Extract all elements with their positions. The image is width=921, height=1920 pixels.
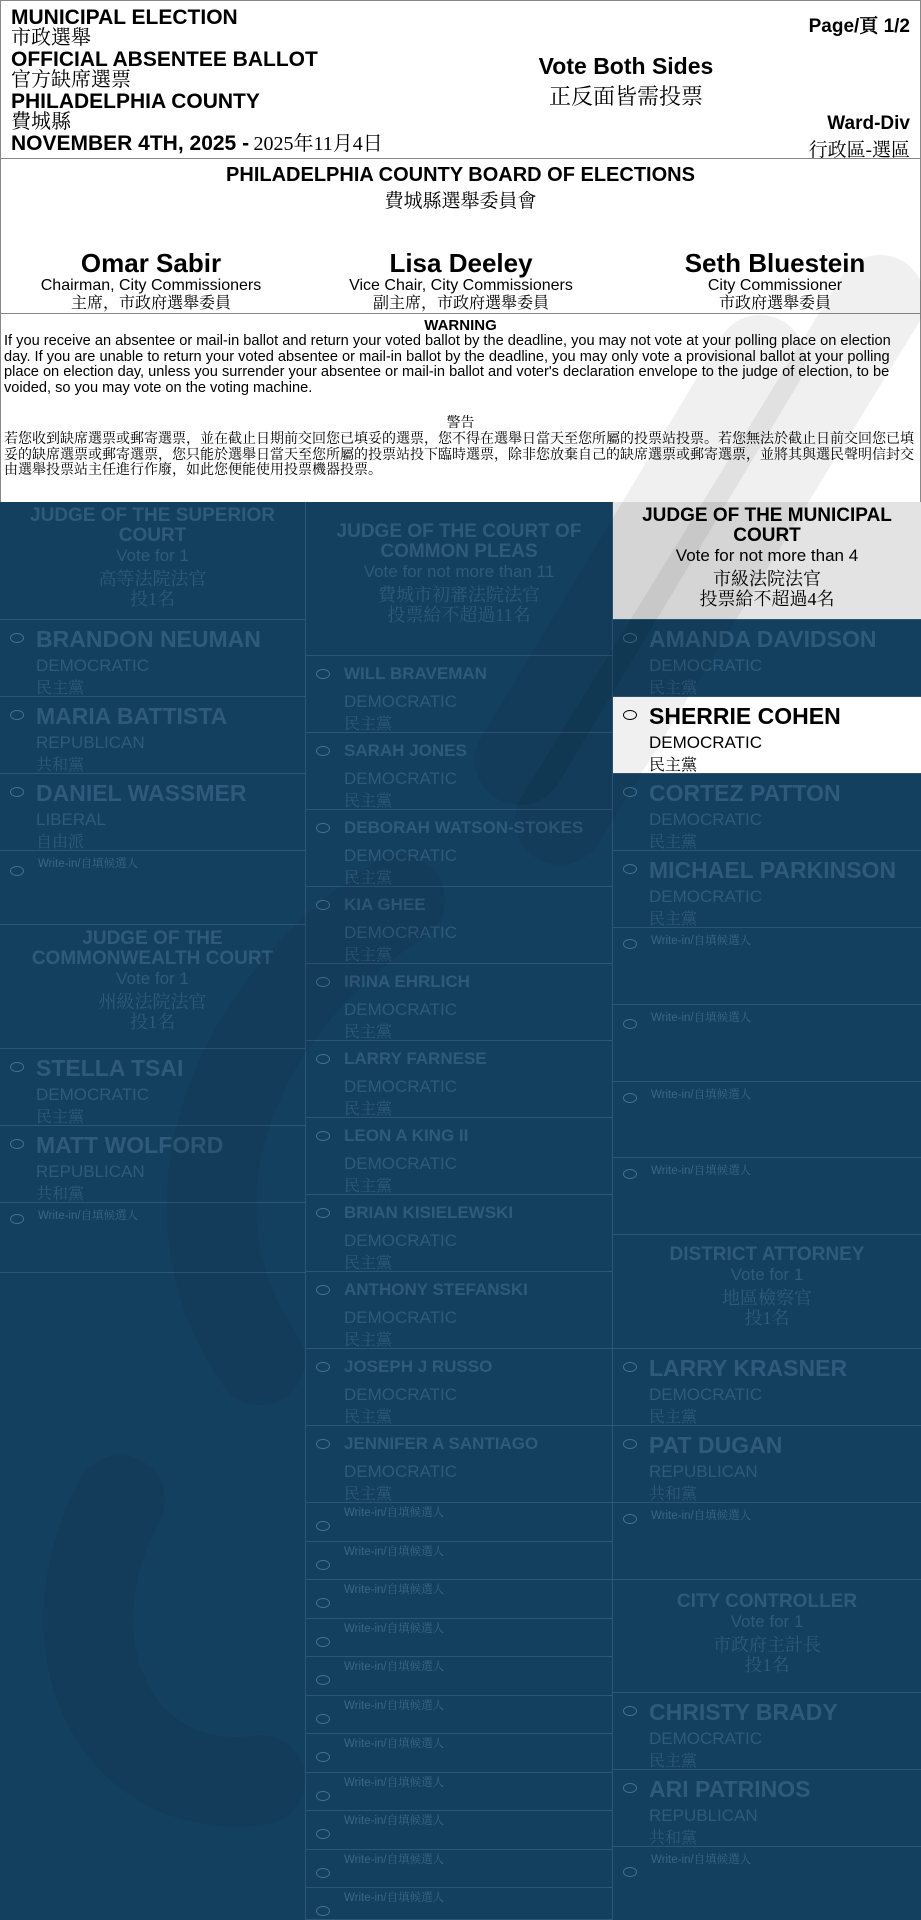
- candidate-name: ANTHONY STEFANSKI: [344, 1280, 528, 1299]
- candidate-party: DEMOCRATIC: [344, 1000, 458, 1019]
- candidate-party: REPUBLICAN: [36, 733, 145, 752]
- candidate-party: DEMOCRATIC: [344, 1462, 458, 1481]
- vote-oval[interactable]: [623, 939, 637, 949]
- candidate-party: REPUBLICAN: [649, 1462, 758, 1481]
- vote-oval[interactable]: [316, 1868, 330, 1878]
- write-in-row[interactable]: [0, 1203, 305, 1273]
- candidate-row[interactable]: [306, 887, 612, 964]
- contest-title: JUDGE OF THE COMMONWEALTH COURT: [31, 928, 274, 969]
- candidate-party-zh: 民主黨: [649, 1753, 698, 1770]
- write-in-row[interactable]: [613, 1082, 921, 1158]
- contest-title: CITY CONTROLLER: [676, 1591, 858, 1612]
- candidate-party-zh: 民主黨: [344, 1486, 393, 1503]
- candidate-party: DEMOCRATIC: [344, 846, 458, 865]
- contest-title-zh: 高等法院法官: [98, 569, 207, 589]
- commissioner-role-zh: 市政府選舉委員: [718, 295, 831, 312]
- write-in-row[interactable]: [613, 1503, 921, 1580]
- candidate-row[interactable]: [306, 964, 612, 1041]
- candidate-party: DEMOCRATIC: [649, 810, 763, 829]
- vote-oval[interactable]: [316, 1637, 330, 1647]
- write-in-row[interactable]: [306, 1773, 612, 1812]
- contest-header-municipal-court: [613, 502, 921, 620]
- vote-oval[interactable]: [316, 1439, 330, 1449]
- vote-oval[interactable]: [623, 864, 637, 874]
- contest-vote-zh: 投1名: [744, 1655, 790, 1675]
- candidate-party: DEMOCRATIC: [649, 887, 763, 906]
- vote-oval[interactable]: [623, 1362, 637, 1372]
- candidate-row[interactable]: [306, 1041, 612, 1118]
- candidate-party-zh: 共和黨: [649, 1830, 698, 1847]
- contest-title: JUDGE OF THE MUNICIPAL COURT: [642, 505, 892, 546]
- election-date-zh: 2025年11月4日: [253, 133, 383, 155]
- vote-oval[interactable]: [316, 1054, 330, 1064]
- vote-oval[interactable]: [316, 746, 330, 756]
- write-in-row[interactable]: [306, 1888, 612, 1920]
- vote-oval[interactable]: [316, 823, 330, 833]
- election-title: MUNICIPAL ELECTION: [11, 6, 238, 29]
- contest-title: JUDGE OF THE SUPERIOR COURT: [30, 505, 275, 546]
- write-in-row[interactable]: [306, 1657, 612, 1696]
- candidate-party-zh: 民主黨: [344, 1024, 393, 1041]
- ballot-type: OFFICIAL ABSENTEE BALLOT: [11, 48, 318, 71]
- contest-header-city-controller: [613, 1580, 921, 1693]
- ward-division-zh: 行政區-選區: [808, 140, 910, 161]
- election-info: [11, 7, 383, 156]
- vote-oval[interactable]: [316, 1675, 330, 1685]
- candidate-party: DEMOCRATIC: [649, 1385, 763, 1404]
- vote-oval[interactable]: [623, 1783, 637, 1793]
- vote-oval[interactable]: [623, 1169, 637, 1179]
- write-in-label: Write-in/自填候選人: [651, 1012, 752, 1024]
- vote-oval[interactable]: [316, 1208, 330, 1218]
- vote-oval[interactable]: [316, 900, 330, 910]
- contest-vote-zh: 投票給不超過11名: [387, 605, 531, 625]
- candidate-party-zh: 民主黨: [344, 1101, 393, 1118]
- candidate-party-zh: 民主黨: [344, 1178, 393, 1195]
- commissioner: [311, 249, 611, 313]
- candidate-name: MATT WOLFORD: [36, 1132, 224, 1158]
- vote-oval[interactable]: [10, 1214, 24, 1224]
- candidate-party: REPUBLICAN: [649, 1806, 758, 1825]
- write-in-row[interactable]: [613, 928, 921, 1005]
- vote-oval[interactable]: [623, 1514, 637, 1524]
- candidate-party-zh: 民主黨: [344, 870, 393, 887]
- vote-oval[interactable]: [10, 866, 24, 876]
- warning-title-zh: 警告: [446, 416, 475, 431]
- write-in-label: Write-in/自填候選人: [344, 1584, 445, 1596]
- commissioner-name: Seth Bluestein: [684, 248, 866, 278]
- vote-both-sides-zh: 正反面皆需投票: [548, 84, 703, 109]
- page-number: Page/頁 1/2: [808, 16, 910, 37]
- write-in-label: Write-in/自填候選人: [344, 1853, 445, 1866]
- candidate-name: PAT DUGAN: [649, 1432, 783, 1458]
- candidate-row[interactable]: [306, 656, 612, 733]
- contest-title-zh: 費城市初審法院法官: [378, 585, 540, 605]
- candidate-party: DEMOCRATIC: [344, 1077, 458, 1096]
- vote-oval[interactable]: [10, 787, 24, 797]
- contest-vote-zh: 投1名: [744, 1308, 790, 1328]
- candidate-name: MARIA BATTISTA: [36, 703, 228, 729]
- candidate-party-zh: 共和黨: [649, 1486, 698, 1503]
- candidate-party-zh: 民主黨: [649, 834, 698, 851]
- candidate-party: DEMOCRATIC: [344, 1154, 458, 1173]
- vote-oval[interactable]: [10, 633, 24, 643]
- vote-oval[interactable]: [316, 1752, 330, 1762]
- candidate-name: STELLA TSAI: [36, 1055, 184, 1081]
- vote-oval[interactable]: [623, 633, 637, 643]
- candidate-name: BRANDON NEUMAN: [36, 626, 261, 652]
- vote-oval[interactable]: [316, 1714, 330, 1724]
- candidate-row[interactable]: [306, 733, 612, 810]
- write-in-row[interactable]: [613, 1005, 921, 1082]
- write-in-row[interactable]: [306, 1503, 612, 1542]
- candidate-party-zh: 民主黨: [36, 1109, 85, 1126]
- contest-vote-zh: 投1名: [130, 589, 175, 609]
- contest-vote-for: Vote for 1: [730, 1612, 804, 1631]
- candidate-party-zh: 共和黨: [36, 1186, 85, 1203]
- commissioner-role-zh: 主席，市政府選舉委員: [70, 295, 231, 312]
- candidate-party-zh: 民主黨: [344, 1255, 393, 1272]
- write-in-row[interactable]: [306, 1734, 612, 1773]
- commissioner: [625, 249, 921, 313]
- candidate-row[interactable]: [613, 620, 921, 697]
- contest-header-common-pleas: [306, 502, 612, 656]
- contest-vote-zh: 投1名: [130, 1012, 175, 1032]
- candidate-party: REPUBLICAN: [36, 1162, 145, 1181]
- candidate-party: DEMOCRATIC: [344, 1231, 458, 1250]
- vote-oval[interactable]: [316, 1906, 330, 1916]
- candidate-row[interactable]: [613, 774, 921, 851]
- candidate-party-zh: 民主黨: [649, 911, 698, 928]
- candidate-row[interactable]: [306, 1272, 612, 1349]
- candidate-row[interactable]: [613, 1770, 921, 1847]
- write-in-label: Write-in/自填候選人: [38, 858, 139, 870]
- candidate-row[interactable]: [0, 697, 305, 774]
- candidate-row[interactable]: [306, 1118, 612, 1195]
- vote-oval[interactable]: [316, 1362, 330, 1372]
- candidate-party-zh: 民主黨: [649, 1409, 698, 1426]
- candidate-name: CHRISTY BRADY: [649, 1699, 838, 1725]
- ballot-type-zh: 官方缺席選票: [11, 69, 131, 91]
- candidate-name: LEON A KING II: [344, 1126, 469, 1145]
- write-in-label: Write-in/自填候選人: [344, 1892, 445, 1904]
- candidate-party-zh: 民主黨: [649, 757, 698, 774]
- vote-oval[interactable]: [10, 1139, 24, 1149]
- vote-oval[interactable]: [623, 787, 637, 797]
- candidate-name: SARAH JONES: [344, 741, 467, 760]
- contest-vote-for: Vote for 1: [116, 969, 189, 988]
- candidate-party: DEMOCRATIC: [344, 1385, 458, 1404]
- vote-oval[interactable]: [623, 1019, 637, 1029]
- candidate-row[interactable]: [0, 1126, 305, 1203]
- write-in-row[interactable]: [0, 851, 305, 925]
- candidate-name: WILL BRAVEMAN: [344, 664, 487, 683]
- write-in-row[interactable]: [306, 1696, 612, 1735]
- candidate-row[interactable]: [306, 1195, 612, 1272]
- vote-oval[interactable]: [316, 977, 330, 987]
- write-in-label: Write-in/自填候選人: [344, 1507, 445, 1519]
- candidate-party-zh: 民主黨: [344, 1332, 393, 1349]
- contest-header-district-attorney: [613, 1235, 921, 1349]
- commissioner-name: Lisa Deeley: [389, 248, 533, 278]
- vote-oval[interactable]: [623, 1867, 637, 1877]
- contest-vote-for: Vote for not more than 11: [363, 562, 555, 581]
- write-in-label: Write-in/自填候選人: [344, 1738, 445, 1750]
- vote-oval[interactable]: [316, 1829, 330, 1839]
- candidate-party: DEMOCRATIC: [649, 656, 763, 675]
- write-in-label: Write-in/自填候選人: [651, 1165, 752, 1177]
- vote-oval[interactable]: [316, 1560, 330, 1570]
- candidate-row[interactable]: [613, 851, 921, 928]
- candidate-name: JENNIFER A SANTIAGO: [344, 1434, 539, 1453]
- write-in-row[interactable]: [306, 1542, 612, 1581]
- write-in-label: Write-in/自填候選人: [344, 1699, 445, 1712]
- candidate-row[interactable]: [306, 810, 612, 887]
- candidate-name: SHERRIE COHEN: [649, 703, 841, 729]
- candidate-party: DEMOCRATIC: [649, 1729, 763, 1748]
- ballot-header: [0, 0, 921, 159]
- candidate-name: LARRY FARNESE: [344, 1049, 487, 1068]
- candidate-name: AMANDA DAVIDSON: [649, 626, 877, 652]
- contest-vote-for: Vote for 1: [730, 1265, 804, 1284]
- vote-oval[interactable]: [623, 1093, 637, 1103]
- contest-header-superior-court: [0, 502, 305, 620]
- candidate-party: DEMOCRATIC: [344, 769, 458, 788]
- candidate-party: DEMOCRATIC: [649, 733, 763, 752]
- commissioner-name: Omar Sabir: [80, 248, 222, 278]
- candidate-name: DEBORAH WATSON-STOKES: [344, 818, 584, 837]
- candidate-name: ARI PATRINOS: [649, 1776, 811, 1802]
- election-title-zh: 市政選舉: [11, 27, 91, 49]
- board-of-elections: [0, 158, 921, 314]
- candidate-row-highlighted[interactable]: [613, 697, 921, 774]
- candidate-party-zh: 民主黨: [36, 680, 85, 697]
- ballot-contests: [0, 502, 921, 1920]
- commissioner: [1, 249, 301, 313]
- vote-oval[interactable]: [316, 1285, 330, 1295]
- candidate-party: DEMOCRATIC: [344, 692, 458, 711]
- board-title: PHILADELPHIA COUNTY BOARD OF ELECTIONS: [226, 164, 695, 186]
- vote-both-sides-en: Vote Both Sides: [538, 53, 714, 79]
- vote-oval[interactable]: [316, 1521, 330, 1531]
- commissioner-role: Chairman, City Commissioners: [40, 277, 262, 294]
- vote-oval[interactable]: [623, 1439, 637, 1449]
- write-in-row[interactable]: [613, 1158, 921, 1235]
- contest-header-commonwealth-court: [0, 925, 305, 1049]
- write-in-label: Write-in/自填候選人: [344, 1776, 445, 1789]
- ward-division: [809, 113, 910, 162]
- contest-vote-for: Vote for 1: [116, 546, 189, 565]
- write-in-row[interactable]: [306, 1850, 612, 1889]
- candidate-party-zh: 民主黨: [344, 947, 393, 964]
- candidate-name: MICHAEL PARKINSON: [649, 857, 897, 883]
- write-in-label: Write-in/自填候選人: [344, 1661, 445, 1673]
- candidate-row[interactable]: [613, 1426, 921, 1503]
- vote-oval[interactable]: [316, 669, 330, 679]
- write-in-label: Write-in/自填候選人: [651, 1089, 752, 1101]
- candidate-name: BRIAN KISIELEWSKI: [344, 1203, 514, 1222]
- candidate-party-zh: 共和黨: [36, 757, 85, 774]
- vote-oval[interactable]: [316, 1791, 330, 1801]
- election-date: NOVEMBER 4TH, 2025 -: [11, 132, 250, 155]
- middle-column: [306, 502, 612, 1920]
- candidate-row[interactable]: [613, 1693, 921, 1770]
- write-in-label: Write-in/自填候選人: [344, 1545, 445, 1558]
- candidate-party-zh: 民主黨: [344, 716, 393, 733]
- vote-oval[interactable]: [10, 1062, 24, 1072]
- contest-title-zh: 市政府主計長: [713, 1635, 821, 1655]
- warning-body-zh: 若您收到缺席選票或郵寄選票，並在截止日期前交回您已填妥的選票，您不得在選舉日當天至您所屬的投票站投票。若您無法於截止日前交回您已填妥的缺席選票或郵寄選票，您只能於選舉日當天至您所屬的投票站投下臨時選票，除非您放棄自己的缺席選票或郵寄選票，並將其與選民聲明信封交由選舉投票站主任進行作廢，如此您便能使用投票機器投票。: [4, 432, 914, 478]
- warning-title: WARNING: [424, 317, 497, 334]
- vote-oval[interactable]: [623, 710, 637, 720]
- county-name: PHILADELPHIA COUNTY: [11, 90, 260, 113]
- county-name-zh: 費城縣: [11, 111, 71, 133]
- contest-title-zh: 地區檢察官: [722, 1288, 812, 1308]
- candidate-name: LARRY KRASNER: [649, 1355, 848, 1381]
- write-in-row[interactable]: [306, 1619, 612, 1658]
- candidate-party-zh: 民主黨: [649, 680, 698, 697]
- warning-body: If you receive an absentee or mail-in ballot and return your voted ballot by the deadline, you may not vote at your polling place on election day. If you are unable to return your voted absentee or mail-in ballot by the deadline, you may only vote a provisional ballot at your polling place on election day, unless you surrender your absentee or mail-in ballot and voter's declaration envelope to the judge of election, to be voided, so you may vote on the voting machine.: [4, 333, 891, 396]
- warning-section: [0, 312, 921, 503]
- vote-oval[interactable]: [10, 710, 24, 720]
- contest-title: JUDGE OF THE COURT OF COMMON PLEAS: [336, 521, 582, 562]
- candidate-party: DEMOCRATIC: [36, 1085, 150, 1104]
- contest-title: DISTRICT ATTORNEY: [669, 1244, 865, 1265]
- write-in-label: Write-in/自填候選人: [651, 935, 752, 947]
- vote-oval[interactable]: [316, 1598, 330, 1608]
- candidate-row[interactable]: [0, 1049, 305, 1126]
- candidate-name: IRINA EHRLICH: [344, 972, 470, 991]
- vote-oval[interactable]: [623, 1706, 637, 1716]
- write-in-row[interactable]: [613, 1847, 921, 1920]
- write-in-label: Write-in/自填候選人: [651, 1854, 752, 1866]
- candidate-row[interactable]: [0, 620, 305, 697]
- candidate-row[interactable]: [0, 774, 305, 851]
- write-in-label: Write-in/自填候選人: [651, 1510, 752, 1522]
- write-in-label: Write-in/自填候選人: [344, 1622, 445, 1635]
- board-title-zh: 費城縣選舉委員會: [384, 191, 537, 212]
- write-in-row[interactable]: [306, 1811, 612, 1850]
- candidate-name: KIA GHEE: [344, 895, 426, 914]
- write-in-label: Write-in/自填候選人: [344, 1815, 445, 1827]
- candidate-party: DEMOCRATIC: [344, 1308, 458, 1327]
- commissioner-role-zh: 副主席，市政府選舉委員: [372, 295, 549, 312]
- commissioner-role: Vice Chair, City Commissioners: [349, 277, 573, 294]
- commissioner-role: City Commissioner: [707, 277, 843, 294]
- candidate-party-zh: 民主黨: [344, 1409, 393, 1426]
- candidate-row[interactable]: [306, 1349, 612, 1426]
- ward-division-en: Ward-Div: [827, 113, 910, 134]
- candidate-name: JOSEPH J RUSSO: [344, 1357, 493, 1376]
- left-column: [0, 502, 305, 1920]
- candidate-party-zh: 民主黨: [344, 793, 393, 810]
- candidate-row[interactable]: [306, 1426, 612, 1503]
- candidate-party: LIBERAL: [36, 810, 106, 829]
- contest-title-zh: 市級法院法官: [713, 569, 821, 589]
- contest-vote-zh: 投票給不超過4名: [699, 589, 835, 609]
- contest-vote-for: Vote for not more than 4: [675, 546, 859, 565]
- vote-oval[interactable]: [316, 1131, 330, 1141]
- right-column: [613, 502, 921, 1920]
- candidate-party: DEMOCRATIC: [36, 656, 150, 675]
- candidate-name: CORTEZ PATTON: [649, 780, 841, 806]
- contest-title-zh: 州級法院法官: [98, 992, 207, 1012]
- write-in-row[interactable]: [306, 1580, 612, 1619]
- candidate-party-zh: 自由派: [36, 834, 85, 851]
- vote-both-sides: [521, 53, 731, 111]
- candidate-name: DANIEL WASSMER: [36, 780, 247, 806]
- candidate-row[interactable]: [613, 1349, 921, 1426]
- candidate-party: DEMOCRATIC: [344, 923, 458, 942]
- write-in-label: Write-in/自填候選人: [38, 1210, 139, 1222]
